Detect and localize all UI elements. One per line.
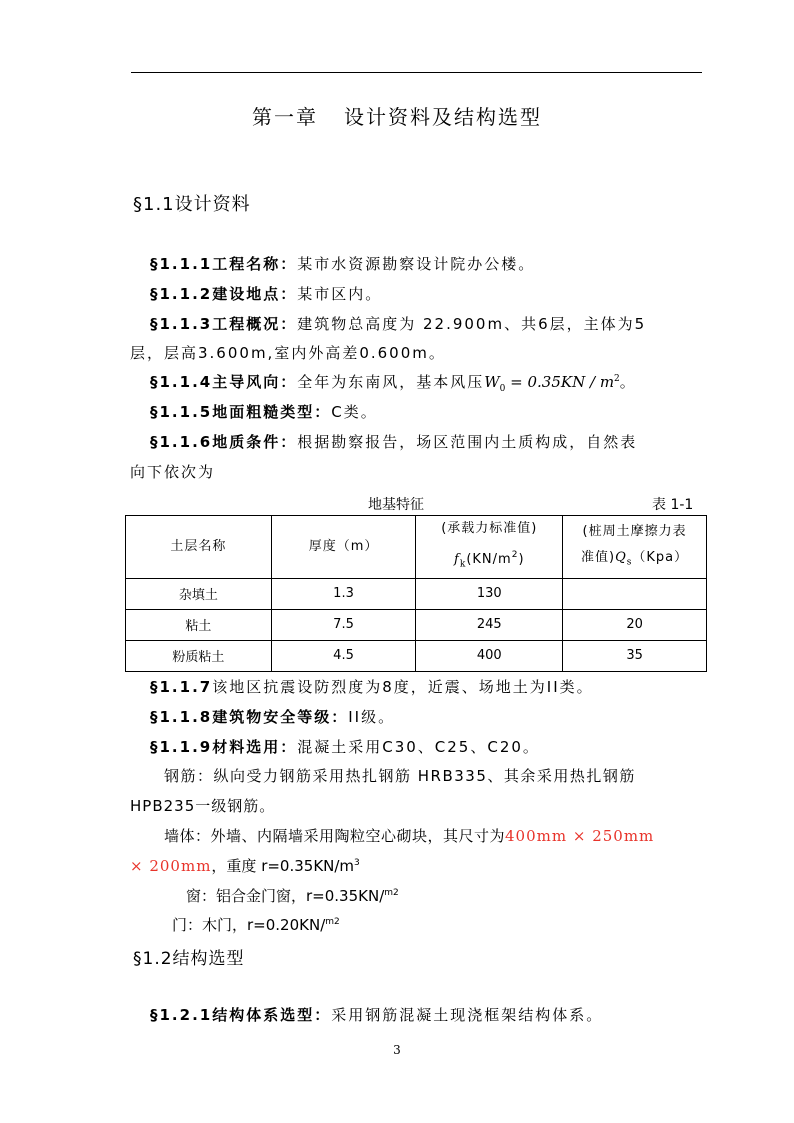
fk-sup: 2 bbox=[511, 550, 519, 560]
item-label: §1.1.6地质条件： bbox=[150, 433, 298, 451]
door-line bbox=[172, 914, 340, 935]
item-label: §1.1.7 bbox=[150, 678, 213, 696]
page-number: 3 bbox=[393, 1043, 401, 1057]
chapter-title bbox=[0, 101, 794, 130]
header-friction bbox=[563, 516, 707, 579]
table-header-row bbox=[126, 516, 707, 579]
header-bearing-line1: (承载力标准值) bbox=[441, 521, 538, 536]
item-1-1-4 bbox=[150, 371, 637, 394]
item-label: §1.1.5地面粗糙类型： bbox=[150, 403, 332, 421]
item-label: §1.1.3工程概况： bbox=[150, 315, 298, 333]
formula-value: = 0.35KN / m bbox=[505, 373, 615, 391]
fk-sub: k bbox=[459, 559, 467, 570]
item-text: 该地区抗震设防烈度为8度，近震、场地土为II类。 bbox=[212, 678, 594, 696]
item-label: §1.1.9材料选用： bbox=[150, 738, 298, 756]
door-unit-m: m bbox=[325, 917, 335, 927]
header-friction-line1: (桩周土摩擦力表 bbox=[582, 523, 687, 539]
header-friction-line2 bbox=[563, 545, 706, 576]
item-1-1-1 bbox=[150, 253, 535, 274]
item-1-1-3-cont: 层，层高3.600m,室内外高差0.600m。 bbox=[130, 344, 446, 362]
wall-weight-sup: 3 bbox=[354, 858, 360, 868]
item-text: 根据勘察报告，场区范围内土质构成，自然表 bbox=[297, 433, 638, 451]
table-caption: 地基特征 bbox=[368, 497, 424, 513]
wall-dims-2: × 200mm bbox=[130, 857, 212, 875]
item-text: 采用钢筋混凝土现浇框架结构体系。 bbox=[331, 1006, 604, 1024]
header-soil-name: 土层名称 bbox=[126, 516, 272, 579]
wall-line-2 bbox=[130, 855, 360, 876]
item-text: 混凝土采用C30、C25、C20。 bbox=[297, 738, 540, 756]
wall-dims-1: 400mm × 250mm bbox=[505, 827, 655, 845]
cell-thickness: 4.5 bbox=[271, 640, 416, 671]
door-unit-sup: 2 bbox=[334, 917, 340, 927]
item-1-1-8 bbox=[150, 706, 395, 727]
window-line bbox=[186, 885, 399, 906]
cell-friction: 20 bbox=[563, 609, 707, 640]
section-heading-1-1: §1.1设计资料 bbox=[133, 194, 251, 215]
qs-unit: （Kpa） bbox=[632, 549, 689, 565]
item-text: II级。 bbox=[348, 708, 396, 726]
fk-unit: (KN/m bbox=[466, 552, 512, 567]
header-rule bbox=[131, 72, 702, 73]
item-text: C类。 bbox=[331, 403, 378, 421]
table-row bbox=[126, 609, 707, 640]
item-text: 某市区内。 bbox=[297, 285, 383, 303]
cell-soil-name: 杂填土 bbox=[126, 578, 272, 609]
window-unit bbox=[384, 888, 399, 898]
item-1-1-6 bbox=[150, 431, 637, 452]
window-unit-m: m bbox=[384, 888, 394, 898]
cell-thickness: 7.5 bbox=[271, 609, 416, 640]
window-unit-sup: 2 bbox=[393, 888, 399, 898]
item-text: 某市水资源勘察设计院办公楼。 bbox=[297, 255, 536, 273]
cell-friction bbox=[563, 578, 707, 609]
item-1-2-1 bbox=[150, 1004, 603, 1025]
formula-sub: 0 bbox=[499, 384, 506, 394]
header-thickness: 厚度（m） bbox=[271, 516, 416, 579]
qs-pre: 准值) bbox=[581, 549, 616, 565]
item-1-1-2 bbox=[150, 283, 382, 304]
item-label: §1.1.8建筑物安全等级： bbox=[150, 708, 349, 726]
cell-friction: 35 bbox=[563, 640, 707, 671]
item-label: §1.2.1结构体系选型： bbox=[150, 1006, 332, 1024]
item-1-1-5 bbox=[150, 401, 378, 422]
formula-end: 。 bbox=[619, 373, 637, 391]
table-number: 表 1-1 bbox=[652, 497, 694, 513]
item-text: 全年为东南风，基本风压 bbox=[297, 373, 485, 391]
item-label: §1.1.4主导风向： bbox=[150, 373, 298, 391]
item-1-1-3 bbox=[150, 313, 646, 334]
qs-symbol: Q bbox=[615, 549, 627, 565]
fk-close: ) bbox=[518, 552, 525, 567]
cell-soil-name: 粘土 bbox=[126, 609, 272, 640]
item-1-1-6-cont: 向下依次为 bbox=[130, 463, 216, 481]
window-text: 窗：铝合金门窗，r=0.35KN/ bbox=[186, 887, 385, 905]
door-unit bbox=[325, 917, 340, 927]
wall-line-1 bbox=[164, 825, 654, 846]
item-label: §1.1.1工程名称： bbox=[150, 255, 298, 273]
wall-weight: ，重度 r=0.35KN/m bbox=[211, 857, 355, 875]
cell-thickness: 1.3 bbox=[271, 578, 416, 609]
cell-bearing: 130 bbox=[416, 578, 563, 609]
cell-bearing: 245 bbox=[416, 609, 563, 640]
formula-w: W bbox=[484, 373, 500, 391]
qs-sub: s bbox=[626, 557, 633, 568]
formula-sup: 2 bbox=[614, 374, 620, 384]
section-heading-1-2: §1.2结构选型 bbox=[133, 949, 245, 969]
chapter-number: 第一章 bbox=[252, 105, 318, 129]
table-row bbox=[126, 640, 707, 671]
cell-soil-name: 粉质粘土 bbox=[126, 640, 272, 671]
steel-line-1: 钢筋：纵向受力钢筋采用热扎钢筋 HRB335、其余采用热扎钢筋 bbox=[164, 767, 636, 785]
item-1-1-9 bbox=[150, 736, 540, 757]
wind-formula bbox=[484, 373, 620, 394]
chapter-name: 设计资料及结构选型 bbox=[344, 105, 542, 129]
item-text: 建筑物总高度为 22.900m、共6层，主体为5 bbox=[297, 315, 647, 333]
item-1-1-7 bbox=[150, 676, 594, 697]
table-row bbox=[126, 578, 707, 609]
wall-text: 墙体：外墙、内隔墙采用陶粒空心砌块，其尺寸为 bbox=[164, 827, 506, 845]
header-bearing-line2 bbox=[416, 542, 562, 578]
fk-symbol: f bbox=[454, 552, 460, 567]
item-label: §1.1.2建设地点： bbox=[150, 285, 298, 303]
header-bearing bbox=[416, 516, 563, 579]
foundation-table bbox=[125, 515, 707, 672]
cell-bearing: 400 bbox=[416, 640, 563, 671]
steel-line-2: HPB235一级钢筋。 bbox=[130, 797, 276, 815]
door-text: 门：木门，r=0.20KN/ bbox=[172, 916, 326, 934]
